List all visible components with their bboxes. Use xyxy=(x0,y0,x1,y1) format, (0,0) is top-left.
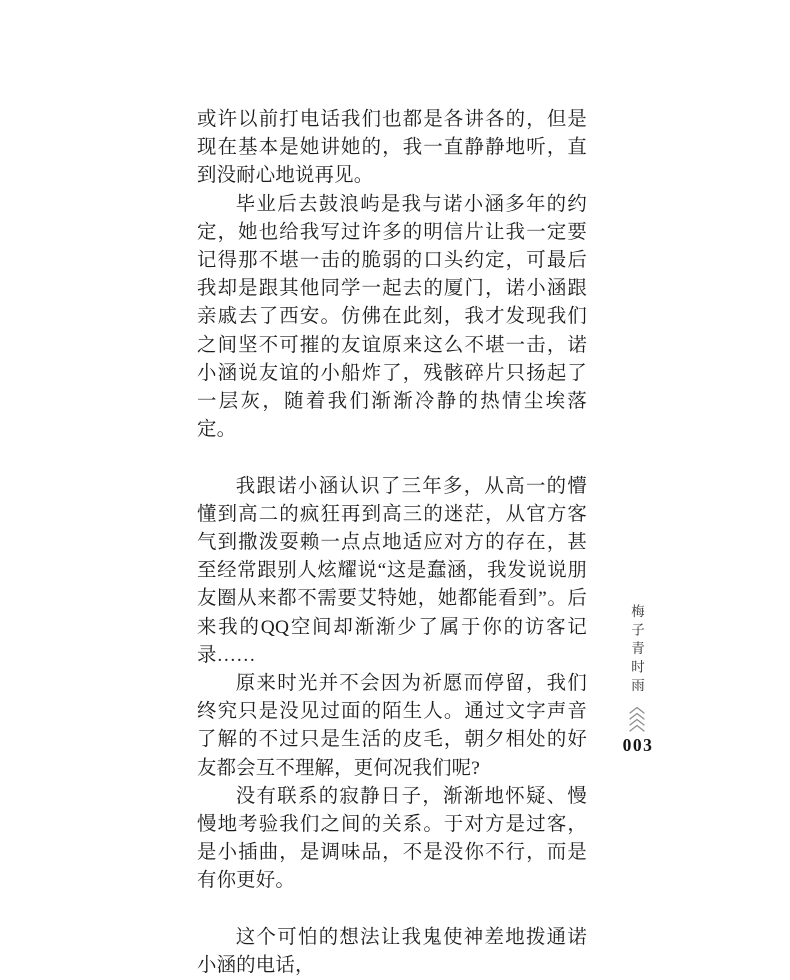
paragraph: 或许以前打电话我们也都是各讲各的，但是现在基本是她讲她的，我一直静静地听，直到没耐心地说再见。 xyxy=(197,109,587,187)
paragraph: 没有联系的寂静日子，渐渐地怀疑、慢慢地考验我们之间的关系。于对方是过客，是小插曲，是调味品，不是没你不行，而是有你更好。 xyxy=(197,785,587,892)
paragraph: 这个可怕的想法让我鬼使神差地拨通诺小涵的电话， xyxy=(197,926,587,977)
paragraph: 原来时光并不会因为祈愿而停留，我们终究只是没见过面的陌生人。通过文字声音了解的不过只是生活的皮毛，朝夕相处的好友都会互不理解，更何况我们呢? xyxy=(197,673,587,779)
chevron-ornament-icon xyxy=(628,706,646,734)
paragraph: 我跟诺小涵认识了三年多，从高一的懵懂到高二的疯狂再到高三的迷茫，从官方客气到撒泼耍赖一点点地适应对方的存在，甚至经常跟别人炫耀说“这是蠢涵，我发说说朋友圈从来都不需要艾特她，她都能看到”。后来我的QQ空间却渐渐少了属于你的访客记录…… xyxy=(197,475,587,666)
paragraph: 毕业后去鼓浪屿是我与诺小涵多年的约定，她也给我写过许多的明信片让我一定要记得那不堪一击的脆弱的口头约定，可最后我却是跟其他同学一起去的厦门，诺小涵跟亲戚去了西安。仿佛在此刻，我才发现我们之间坚不可摧的友谊原来这么不堪一击，诺小涵说友谊的小船炸了，残骸碎片只扬起了一层灰，随着我们渐渐冷静的热情尘埃落定。 xyxy=(197,193,587,441)
page-number: 003 xyxy=(622,735,654,755)
book-title-vertical: 梅子青时雨 xyxy=(629,604,644,697)
body-text xyxy=(197,106,587,980)
